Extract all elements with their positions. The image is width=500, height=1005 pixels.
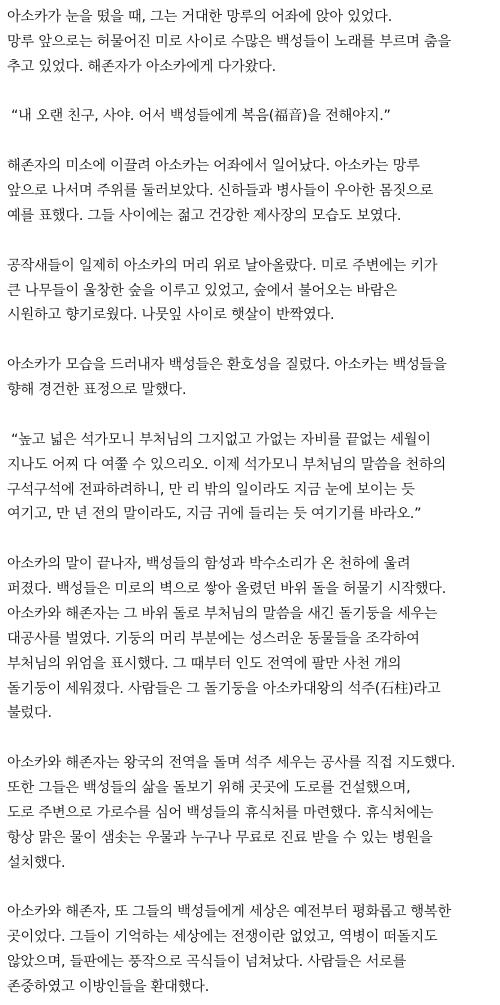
text-line: 설치했다. <box>7 854 66 871</box>
text-line: 구석구석에 전파하려하니, 만 리 밖의 일이라도 지금 눈에 보이는 듯 <box>7 481 415 498</box>
text-line: 불렀다. <box>7 705 52 722</box>
text-line: 해존자의 미소에 이끌려 아소카는 어좌에서 일어났다. 아소카는 망루 <box>7 158 420 175</box>
text-line: 지나도 어찌 다 여쭐 수 있으리오. 이제 석가모니 부처님의 말씀을 천하의 <box>7 456 447 473</box>
text-line: 도로 주변으로 가로수를 심어 백성들의 휴식처를 마련했다. 휴식처에는 <box>7 804 434 821</box>
text-line: 아소카가 눈을 떴을 때, 그는 거대한 망루의 어좌에 앉아 있었다. <box>7 9 393 25</box>
text-line: 추고 있었다. 해존자가 아소카에게 다가왔다. <box>7 58 276 75</box>
text-line: 곳이었다. 그들이 기억하는 세상에는 전쟁이란 없었고, 역병이 떠돌지도 <box>7 929 438 946</box>
text-line: 큰 나무들이 울창한 숲을 이루고 있었고, 숲에서 불어오는 바람은 <box>7 282 397 299</box>
text-line: 항상 맑은 물이 샘솟는 우물과 누구나 무료로 진료 받을 수 있는 병원을 <box>7 829 433 846</box>
text-line: 시원하고 향기로웠다. 나뭇잎 사이로 햇살이 반짝였다. <box>7 307 335 324</box>
text-line: 예를 표했다. 그들 사이에는 젊고 건강한 제사장의 모습도 보였다. <box>7 207 402 224</box>
text-line: 부처님의 위엄을 표시했다. 그 때부터 인도 전역에 팔만 사천 개의 <box>7 655 402 672</box>
text-line: 여기고, 만 년 전의 말이라도, 지금 귀에 들리는 듯 여기기를 바라오.” <box>7 506 422 523</box>
text-line: “내 오랜 친구, 사야. 어서 백성들에게 복음(福音)을 전해야지.” <box>11 108 391 125</box>
text-line: 아소카와 해존자는 그 바위 돌로 부처님의 말씀을 새긴 돌기둥을 세우는 <box>7 605 438 622</box>
text-line: 공작새들이 일제히 아소카의 머리 위로 날아올랐다. 미로 주변에는 키가 <box>7 257 438 274</box>
text-line: 아소카가 모습을 드러내자 백성들은 환호성을 질렀다. 아소카는 백성들을 <box>7 357 447 374</box>
text-line: 존중하였고 이방인들을 환대했다. <box>7 979 210 995</box>
text-line: 아소카와 해존자, 또 그들의 백성들에게 세상은 예전부터 평화롭고 행복한 <box>7 904 451 921</box>
text-line: 않았으며, 들판에는 풍작으로 곡식들이 넘쳐났다. 사람들은 서로를 <box>7 954 407 971</box>
text-line: 앞으로 나서며 주위를 둘러보았다. 신하들과 병사들이 우아한 몸짓으로 <box>7 183 434 200</box>
text-line: 향해 경건한 표정으로 말했다. <box>7 382 187 399</box>
text-line: 또한 그들은 백성들의 삶을 돌보기 위해 곳곳에 도로를 건설했으며, <box>7 780 411 797</box>
text-line: 아소카와 해존자는 왕국의 전역을 돌며 석주 세우는 공사를 직접 지도했다. <box>7 755 456 772</box>
text-line: “높고 넓은 석가모니 부처님의 그지없고 가없는 자비를 끝없는 세월이 <box>11 431 431 448</box>
text-line: 망루 앞으로는 허물어진 미로 사이로 수많은 백성들이 노래를 부르며 춤을 <box>7 33 451 50</box>
text-line: 아소카의 말이 끝나자, 백성들의 함성과 박수소리가 온 천하에 울려 <box>7 556 411 573</box>
text-line: 대공사를 벌였다. 기둥의 머리 부분에는 성스러운 동물들을 조각하여 <box>7 630 420 647</box>
text-line: 퍼졌다. 백성들은 미로의 벽으로 쌓아 올렸던 바위 돌을 허물기 시작했다. <box>7 581 447 598</box>
text-line: 돌기둥이 세워졌다. 사람들은 그 돌기둥을 아소카대왕의 석주(石柱)라고 <box>7 680 441 697</box>
